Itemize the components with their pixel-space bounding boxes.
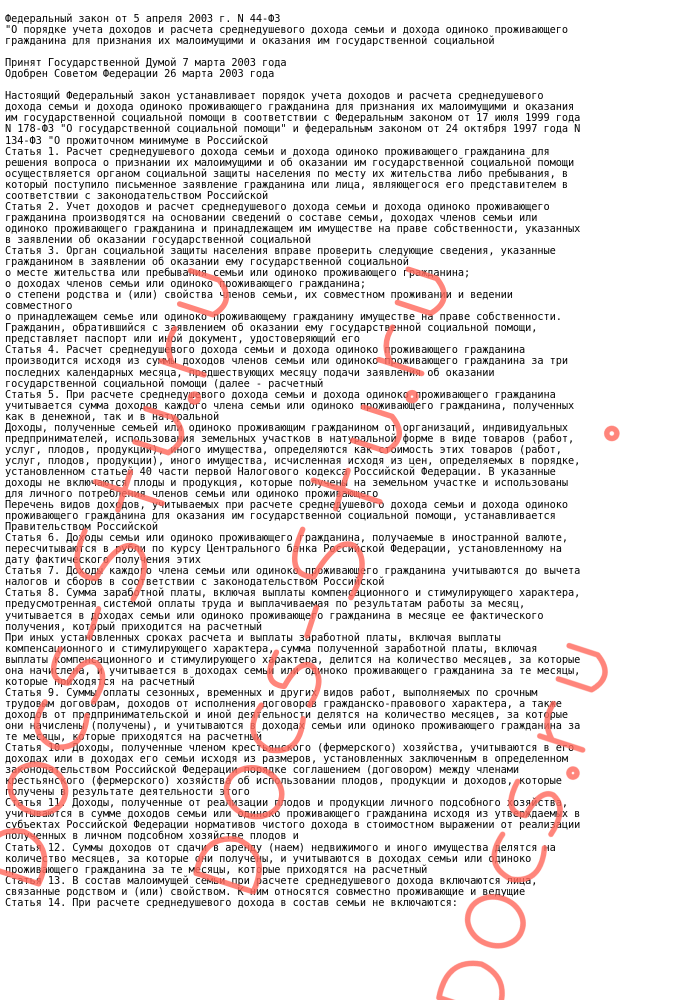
text-line: Статья 11. Доходы, полученные от реализации плодов и продукции личного подсобного хозяйства, xyxy=(5,797,568,810)
text-line: количество месяцев, за которые они получены, и учитываются в доходах семьи или одиноко xyxy=(5,852,532,865)
text-line: Статья 10. Доходы, полученные членом крестьянского (фермерского) хозяйства, учитываются в его xyxy=(5,742,575,755)
text-line: N 178-ФЗ "О государственной социальной помощи" и федеральным законом от 24 октября 1997 года N xyxy=(5,123,581,136)
text-line: Перечень видов доходов, учитываемых при расчете среднедушевого дохода семьи и дохода одиноко xyxy=(5,499,568,512)
text-line: получения, который приходится на расчетный xyxy=(5,620,263,633)
text-line: дохода семьи и дохода одиноко проживающего гражданина для признания их малоимущими и оказания xyxy=(5,101,575,114)
text-line: гражданина для признания их малоимущими и оказания им государственной социальной xyxy=(5,35,495,48)
text-line: полученных в личном подсобном хозяйстве плодов и xyxy=(5,830,299,843)
text-line: Статья 8. Сумма заработной платы, включая выплаты компенсационного и стимулирующего характера, xyxy=(5,587,581,600)
text-line: одиноко проживающего гражданина и принадлежащем им имуществе на праве собственности, указанных xyxy=(5,222,581,235)
text-line: предусмотренная системой оплаты труда и выплачиваемая по результатам работы за месяц, xyxy=(5,598,526,611)
text-line: доходов от предпринимательской и иной деятельности делятся на количество месяцев, за которые xyxy=(5,708,568,721)
text-line: Гражданин, обратившийся с заявлением об оказании ему государственной социальной помощи, xyxy=(5,322,538,335)
text-line: трудовым договорам, доходов от исполнения договоров гражданско-правового характера, а также xyxy=(5,697,562,710)
text-line: те месяцы, которые приходятся на расчетный xyxy=(5,731,263,744)
text-line: Статья 9. Суммы оплаты сезонных, временных и других видов работ, выполняемых по срочным xyxy=(5,686,538,699)
text-line: Статья 7. Доходы каждого члена семьи или одиноко проживающего гражданина учитываются до вычета xyxy=(5,565,581,578)
text-line: Статья 4. Расчет среднедушевого дохода семьи и дохода одиноко проживающего гражданина xyxy=(5,344,526,357)
text-line: учитываются в сумме доходов семьи или одиноко проживающего гражданина исходя из утверждаемых в xyxy=(5,808,581,821)
text-line: Настоящий Федеральный закон устанавливает порядок учета доходов и расчета среднедушевого xyxy=(5,90,544,103)
text-line: "О порядке учета доходов и расчета среднедушевого дохода семьи и дохода одиноко проживающего xyxy=(5,24,568,37)
text-line: доходы не включаются плоды и продукция, которые получены на земельном участке и использованы xyxy=(5,476,568,489)
document-body xyxy=(5,14,695,909)
text-line: проживающего гражданина для оказания им государственной социальной помощи, устанавливается xyxy=(5,510,556,523)
text-line: решения вопроса о признании их малоимущими и об оказании им государственной социальной помощи xyxy=(5,156,575,169)
text-line: представляет паспорт или иной документ, удостоверяющий его xyxy=(5,333,360,346)
text-line: о месте жительства или пребывания семьи или одиноко проживающего гражданина; xyxy=(5,267,471,280)
text-line: Статья 2. Учет доходов и расчет среднедушевого дохода семьи и дохода одиноко проживающего xyxy=(5,200,550,213)
text-line: услуг, плодов, продукции), иного имущества, исчисленная исходя из цен, определяемых в порядке, xyxy=(5,454,581,467)
text-line: государственной социальной помощи (далее - расчетный xyxy=(5,377,324,390)
text-line: гражданином в заявлении об оказании ему государственной социальной xyxy=(5,256,409,269)
text-line: законодательством Российской Федерации порядке соглашением (договором) между членами xyxy=(5,764,520,777)
text-line: установленном статьей 40 части первой Налогового кодекса Российской Федерации. В указанные xyxy=(5,465,556,478)
text-line: налогов и сборов в соответствии с законодательством Российской xyxy=(5,576,385,589)
text-line: соответствии с законодательством Российской xyxy=(5,189,269,202)
text-line: она начислена, и учитывается в доходах семьи или одиноко проживающего гражданина за те месяцы, xyxy=(5,664,581,677)
text-line: которые приходятся на расчетный xyxy=(5,675,195,688)
text-line: Одобрен Советом Федерации 26 марта 2003 года xyxy=(5,68,275,81)
text-line: для личного потребления членов семьи или одиноко проживающего xyxy=(5,488,379,501)
text-line: пересчитываются в рубли по курсу Центрального банка Российской Федерации, установленному на xyxy=(5,543,562,556)
text-line: связанные родством и (или) свойством. К ним относятся совместно проживающие и ведущие xyxy=(5,885,526,898)
text-line: Статья 6. Доходы семьи или одиноко проживающего гражданина, получаемые в иностранной валюте, xyxy=(5,532,568,545)
text-line: последних календарных месяца, предшествующих месяцу подачи заявления об оказании xyxy=(5,366,495,379)
text-line: Федеральный закон от 5 апреля 2003 г. N 44-ФЗ xyxy=(5,13,281,25)
text-line: о принадлежащем семье или одиноко проживающему гражданину имуществе на праве собственности. xyxy=(5,311,562,324)
text-line: компенсационного и стимулирующего характера, сумма полученной заработной платы, включая xyxy=(5,642,538,655)
text-line: о степени родства и (или) свойства членов семьи, их совместном проживании и ведении xyxy=(5,289,513,302)
text-line: осуществляется органом социальной защиты населения по месту их жительства либо пребывания, в xyxy=(5,167,568,180)
text-line: Правительством Российской xyxy=(5,521,158,534)
text-line: крестьянского (фермерского) хозяйства об использовании плодов, продукции и доходов, которые xyxy=(5,775,562,788)
text-line: При иных установленных сроках расчета и выплаты заработной платы, включая выплаты xyxy=(5,631,501,644)
text-line: который поступило письменное заявление гражданина или лица, являющегося его представителем в xyxy=(5,178,568,191)
text-line: предпринимателей, использования земельных участков в натуральной форме в виде товаров (работ, xyxy=(5,432,575,445)
text-line: Статья 13. В состав малоимущей семьи при расчете среднедушевого дохода включаются лица, xyxy=(5,874,538,887)
text-line: субъектах Российской Федерации нормативов чистого дохода в стоимостном выражении от реализации xyxy=(5,819,581,832)
text-line: доходах или в доходах его семьи исходя из размеров, установленных заключенным в определенном xyxy=(5,753,568,766)
text-line: производится исходя из суммы доходов членов семьи или одиноко проживающего гражданина за три xyxy=(5,355,568,368)
text-line: учитывается сумма доходов каждого члена семьи или одиноко проживающего гражданина, полученных xyxy=(5,399,575,412)
text-line: как в денежной, так и в натуральной xyxy=(5,410,220,423)
text-line: Статья 14. При расчете среднедушевого дохода в состав семьи не включаются: xyxy=(5,896,458,909)
text-line: им государственной социальной помощи в соответствии с Федеральным законом от 17 июля 1999 года xyxy=(5,112,581,125)
text-line: гражданина производятся на основании сведений о составе семьи, доходах членов семьи или xyxy=(5,211,538,224)
text-line: дату фактического получения этих xyxy=(5,554,201,567)
text-line: получены в результате деятельности этого xyxy=(5,786,250,799)
text-line: совместного xyxy=(5,300,73,313)
text-line: Доходы, полученные семьей или одиноко проживающим гражданином от организаций, индивидуальных xyxy=(5,421,568,434)
text-line: 134-ФЗ "О прожиточном минимуме в Российской xyxy=(5,134,269,147)
text-line: они начислены (получены), и учитываются в доходах семьи или одиноко проживающего гражданина за xyxy=(5,720,581,732)
text-line: о доходах членов семьи или одиноко проживающего гражданина; xyxy=(5,278,367,291)
text-line: Принят Государственной Думой 7 марта 2003 года xyxy=(5,57,287,70)
text-line: учитывается в доходах семьи или одиноко проживающего гражданина в месяце ее фактического xyxy=(5,609,544,622)
text-line: проживающего гражданина за те месяцы, которые приходятся на расчетный xyxy=(5,863,428,876)
text-line: услуг, плодов, продукции), иного имущества, определяются как стоимость этих товаров (работ, xyxy=(5,443,562,456)
text-line: в заявлении об оказании государственной социальной xyxy=(5,233,311,246)
text-line: выплаты компенсационного и стимулирующего характера, делится на количество месяцев, за которые xyxy=(5,653,581,666)
text-line: Статья 12. Суммы доходов от сдачи в аренду (наем) недвижимого и иного имущества делятся на xyxy=(5,841,556,854)
text-line: Статья 1. Расчет среднедушевого дохода семьи и дохода одиноко проживающего гражданина для xyxy=(5,145,550,158)
text-line: Статья 5. При расчете среднедушевого дохода семьи и дохода одиноко проживающего гражданина xyxy=(5,388,556,401)
text-line: Статья 3. Орган социальной защиты населения вправе проверить следующие сведения, указанные xyxy=(5,244,556,257)
